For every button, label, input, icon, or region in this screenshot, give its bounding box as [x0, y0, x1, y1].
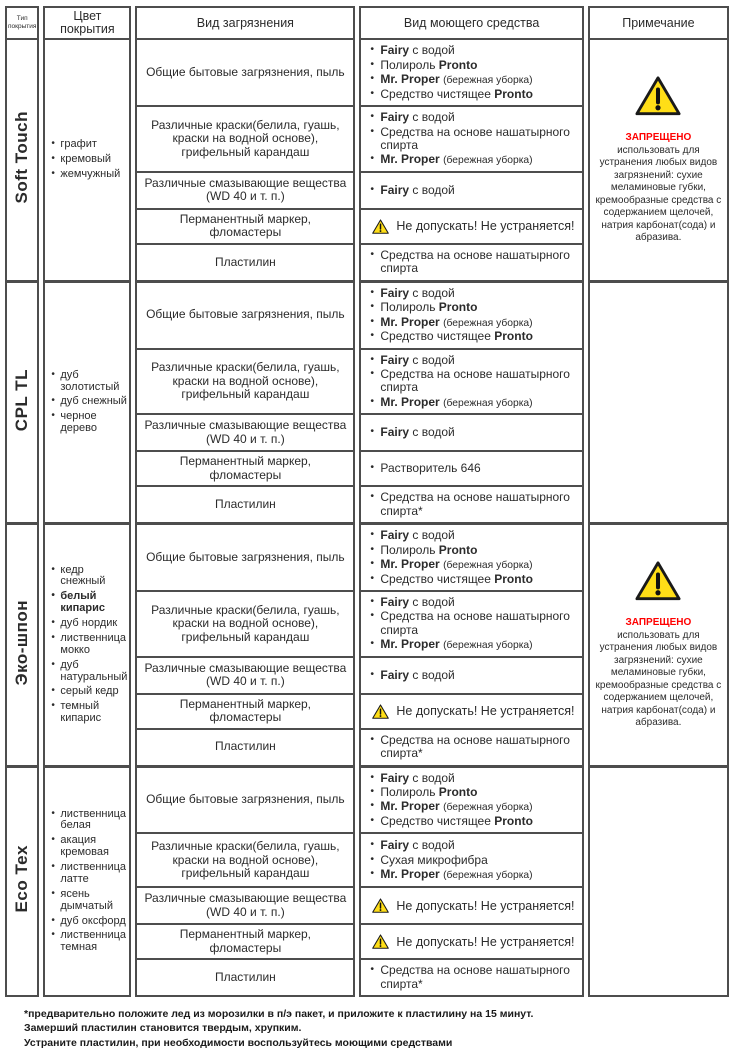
- dirt-type-label: Пластилин: [214, 739, 276, 754]
- cleaner-item: [369, 854, 577, 867]
- cleaner-item: [369, 610, 577, 637]
- cleaners-cell: [359, 349, 583, 415]
- color-item: [51, 139, 127, 151]
- cleaner-item: [369, 964, 577, 991]
- cleaner-item-label: Fairy с водой: [380, 667, 455, 682]
- cleaner-item: [369, 558, 577, 572]
- dirt-type-label: Перманентный маркер, фломастеры: [179, 927, 312, 955]
- dirt-type-cell: [135, 244, 355, 282]
- coating-type-cell: [5, 524, 39, 766]
- color-item-label: дуб снежный: [60, 395, 127, 408]
- color-item: [51, 411, 127, 435]
- color-item: [51, 633, 127, 657]
- table-row: [5, 39, 729, 106]
- cleaner-item: [369, 301, 577, 314]
- cleaner-item-label: Средство чистящее Pronto: [380, 86, 533, 101]
- dirt-type-label: Общие бытовые загрязнения, пыль: [146, 792, 345, 807]
- cleaners-cell: [359, 887, 583, 924]
- cleaner-item: [369, 184, 577, 197]
- dirt-type-label: Пластилин: [214, 254, 276, 269]
- cleaners-cell: [359, 486, 583, 524]
- color-item: [51, 835, 127, 859]
- dirt-type-label: Общие бытовые загрязнения, пыль: [146, 307, 345, 322]
- coating-type-label: CPL TL: [12, 368, 32, 431]
- color-item: [51, 591, 127, 615]
- dirt-type-cell: [135, 694, 355, 729]
- footnote-line: Устраните пластилин, при необходимости воспользуйтесь моющими средствами: [24, 1036, 453, 1049]
- footnote: [24, 1007, 733, 1050]
- cleaner-item-label: Средства на основе нашатырного спирта: [380, 366, 570, 395]
- color-item-label: кедр снежный: [60, 563, 106, 588]
- color-item-label: серый кедр: [60, 685, 119, 698]
- cleaner-item-label: Mr. Proper (бережная уборка): [380, 152, 533, 167]
- cleaners-cell: [359, 694, 583, 729]
- page: [0, 6, 733, 1049]
- color-item-label: дуб натуральный: [60, 658, 128, 683]
- dirt-type-cell: [135, 414, 355, 451]
- footnote-line: Замерший пластилин становится твердым, хрупким.: [24, 1022, 302, 1035]
- cleaner-item-label: Fairy с водой: [380, 838, 455, 853]
- cleaner-item: [369, 287, 577, 300]
- cleaners-cell: [359, 282, 583, 349]
- cleaner-item-label: Средство чистящее Pronto: [380, 329, 533, 344]
- cleaner-item: [369, 426, 577, 439]
- warning-triangle-icon: [372, 898, 389, 913]
- dirt-type-label: Перманентный маркер, фломастеры: [179, 696, 312, 725]
- cleaner-item: [369, 354, 577, 367]
- color-item: [51, 889, 127, 913]
- header-row: [5, 6, 729, 39]
- cleaner-item-label: Mr. Proper (бережная уборка): [380, 72, 533, 87]
- warning-message: [369, 934, 577, 949]
- cleaner-item-label: Mr. Proper (бережная уборка): [380, 394, 533, 409]
- table-row: [5, 282, 729, 349]
- coating-type-label: Soft Touch: [12, 111, 32, 204]
- cleaner-item-label: Fairy с водой: [380, 182, 455, 197]
- cleaner-item: [369, 573, 577, 586]
- color-item: [51, 396, 127, 408]
- dirt-type-cell: [135, 39, 355, 106]
- cleaner-item: [369, 153, 577, 167]
- cleaner-item-label: Fairy с водой: [380, 110, 455, 125]
- table-body: [5, 39, 729, 997]
- color-item-label: лиственница темная: [60, 929, 127, 954]
- color-item: [51, 809, 127, 833]
- cleaner-item: [369, 529, 577, 542]
- cleaner-item-label: Полироль Pronto: [380, 300, 478, 315]
- cleaner-item: [369, 316, 577, 330]
- note-lead: ЗАПРЕЩЕНО: [625, 617, 692, 629]
- warning-text: Не допускать! Не устраняется!: [396, 704, 575, 719]
- table-row: [5, 767, 729, 834]
- coating-colors-cell: [43, 39, 131, 281]
- column-header-coating-type: Тип покрытия: [5, 6, 39, 39]
- cleaners-cell: [359, 591, 583, 657]
- color-item-label: дуб оксфорд: [60, 914, 126, 927]
- cleaner-item-label: Fairy с водой: [380, 594, 455, 609]
- dirt-type-cell: [135, 729, 355, 767]
- cleaner-item: [369, 59, 577, 72]
- cleaner-item: [369, 800, 577, 814]
- cleaner-item-label: Mr. Proper (бережная уборка): [380, 799, 533, 814]
- color-item-label: темный кипарис: [60, 700, 102, 725]
- cleaners-cell: [359, 244, 583, 282]
- coating-type-cell: [5, 39, 39, 281]
- dirt-type-cell: [135, 924, 355, 959]
- cleaner-item: [369, 44, 577, 57]
- coating-type-label: Эко-шпон: [12, 599, 32, 686]
- note-text: [595, 132, 722, 245]
- coating-type-cell: [5, 282, 39, 524]
- warning-triangle-icon: [372, 934, 389, 949]
- color-item: [51, 660, 127, 684]
- column-header-cleaner-type: Вид моющего средства: [359, 6, 583, 39]
- cleaner-item: [369, 88, 577, 101]
- cleaner-item-label: Сухая микрофибра: [380, 852, 488, 867]
- color-item-label: лиственница латте: [60, 861, 127, 885]
- column-header-dirt-type: Вид загрязнения: [135, 6, 355, 39]
- color-item-label: белый кипарис: [60, 590, 106, 615]
- cleaner-item: [369, 368, 577, 395]
- cleaners-cell: [359, 451, 583, 486]
- dirt-type-label: Различные краски(белила, гуашь, краски на водной основе), грифельный карандаш: [151, 839, 340, 881]
- cleaner-item-label: Mr. Proper (бережная уборка): [380, 557, 533, 571]
- cleaner-item-label: Средства на основе нашатырного спирта: [380, 247, 570, 276]
- note-body: использовать для устранения любых видов загрязнений: сухие меламиновые губки, кремообразные средства с содержанием щелочей, натрия карбонат(сода) и абразива.: [595, 629, 722, 729]
- dirt-type-label: Различные смазывающие вещества (WD 40 и т. п.): [144, 660, 347, 689]
- cleaner-item-label: Fairy с водой: [380, 770, 455, 785]
- cleaners-cell: [359, 657, 583, 694]
- cleaner-item-label: Растворитель 646: [380, 461, 481, 476]
- cleaner-item-label: Полироль Pronto: [380, 785, 478, 799]
- warning-message: [369, 704, 577, 719]
- cleaner-item: [369, 111, 577, 124]
- cleaner-item: [369, 396, 577, 410]
- warning-message: [369, 219, 577, 234]
- warning-message: [369, 898, 577, 913]
- dirt-type-cell: [135, 172, 355, 209]
- dirt-type-cell: [135, 486, 355, 524]
- dirt-type-label: Перманентный маркер, фломастеры: [179, 454, 312, 482]
- cleaner-item: [369, 839, 577, 852]
- dirt-type-label: Пластилин: [214, 970, 276, 984]
- dirt-type-label: Общие бытовые загрязнения, пыль: [146, 549, 345, 564]
- dirt-type-label: Перманентный маркер, фломастеры: [179, 211, 312, 240]
- cleaners-cell: [359, 414, 583, 451]
- color-item: [51, 618, 127, 630]
- dirt-type-label: Различные краски(белила, гуашь, краски на водной основе), грифельный карандаш: [151, 360, 340, 402]
- color-item: [51, 930, 127, 954]
- note-text: [595, 617, 722, 730]
- color-item: [51, 370, 127, 394]
- cleaner-item: [369, 126, 577, 153]
- cleaner-item: [369, 462, 577, 475]
- warning-triangle-icon: [372, 704, 389, 719]
- cleaner-item-label: Средства на основе нашатырного спирта: [380, 124, 570, 152]
- dirt-type-cell: [135, 767, 355, 834]
- dirt-type-cell: [135, 451, 355, 486]
- warning-triangle-icon: [635, 75, 681, 116]
- color-item-label: дуб золотистый: [60, 368, 120, 393]
- color-item-label: кремовый: [60, 153, 112, 166]
- cleaners-cell: [359, 729, 583, 767]
- cleaner-item-label: Средство чистящее Pronto: [380, 813, 533, 828]
- cleaner-item: [369, 669, 577, 682]
- cleaner-item: [369, 249, 577, 276]
- color-item: [51, 565, 127, 589]
- cleaner-item: [369, 815, 577, 828]
- dirt-type-label: Различные смазывающие вещества (WD 40 и т. п.): [144, 418, 347, 446]
- column-header-note: Примечание: [588, 6, 729, 39]
- cleaner-item: [369, 734, 577, 761]
- dirt-type-cell: [135, 959, 355, 997]
- dirt-type-cell: [135, 106, 355, 172]
- warning-triangle-icon: [635, 560, 681, 601]
- care-instructions-table: [1, 6, 733, 997]
- cleaner-item-label: Mr. Proper (бережная уборка): [380, 637, 533, 652]
- cleaner-item-label: Fairy с водой: [380, 43, 455, 58]
- coating-colors-cell: [43, 524, 131, 766]
- cleaners-cell: [359, 924, 583, 959]
- cleaners-cell: [359, 209, 583, 244]
- color-item-label: жемчужный: [60, 167, 121, 180]
- cleaner-item: [369, 596, 577, 609]
- dirt-type-label: Общие бытовые загрязнения, пыль: [146, 64, 345, 79]
- note-cell: [588, 524, 729, 766]
- coating-type-cell: [5, 767, 39, 998]
- cleaners-cell: [359, 767, 583, 834]
- color-item-label: графит: [60, 138, 97, 151]
- dirt-type-cell: [135, 833, 355, 887]
- cleaners-cell: [359, 172, 583, 209]
- table-row: [5, 524, 729, 591]
- color-item-label: лиственница белая: [60, 807, 127, 832]
- color-item: [51, 916, 127, 928]
- warning-text: Не допускать! Не устраняется!: [396, 219, 575, 234]
- warning-text: Не допускать! Не устраняется!: [396, 898, 575, 913]
- dirt-type-cell: [135, 657, 355, 694]
- cleaner-item-label: Средства на основе нашатырного спирта*: [380, 732, 570, 761]
- dirt-type-label: Различные краски(белила, гуашь, краски на водной основе), грифельный карандаш: [151, 602, 340, 644]
- note-cell: [588, 282, 729, 524]
- dirt-type-label: Различные смазывающие вещества (WD 40 и т. п.): [144, 176, 347, 204]
- dirt-type-label: Пластилин: [214, 496, 276, 511]
- cleaner-item: [369, 638, 577, 652]
- cleaners-cell: [359, 106, 583, 172]
- coating-colors-cell: [43, 282, 131, 524]
- color-item: [51, 686, 127, 698]
- color-item: [51, 701, 127, 725]
- color-item-label: дуб нордик: [60, 617, 118, 630]
- cleaner-item-label: Mr. Proper (бережная уборка): [380, 867, 533, 882]
- column-header-coating-color: Цвет покрытия: [43, 6, 131, 39]
- cleaner-item-label: Полироль Pronto: [380, 542, 478, 557]
- cleaner-item: [369, 330, 577, 343]
- color-item: [51, 154, 127, 166]
- cleaner-item-label: Полироль Pronto: [380, 57, 478, 72]
- cleaner-item: [369, 73, 577, 87]
- color-item: [51, 169, 127, 181]
- cleaner-item: [369, 491, 577, 518]
- cleaner-item-label: Fairy с водой: [380, 352, 455, 367]
- cleaner-item-label: Средства на основе нашатырного спирта*: [380, 963, 570, 991]
- dirt-type-cell: [135, 591, 355, 657]
- cleaner-item-label: Средства на основе нашатырного спирта*: [380, 490, 570, 518]
- dirt-type-label: Различные смазывающие вещества (WD 40 и т. п.): [144, 891, 347, 919]
- cleaner-item-label: Средство чистящее Pronto: [380, 571, 533, 586]
- cleaner-item-label: Fairy с водой: [380, 425, 455, 440]
- coating-colors-cell: [43, 767, 131, 998]
- cleaner-item-label: Fairy с водой: [380, 285, 455, 300]
- cleaners-cell: [359, 524, 583, 591]
- note-lead: ЗАПРЕЩЕНО: [625, 132, 692, 144]
- warning-text: Не допускать! Не устраняется!: [396, 934, 575, 949]
- note-cell: [588, 39, 729, 281]
- note-cell: [588, 767, 729, 998]
- color-item-label: лиственница мокко: [60, 631, 127, 656]
- dirt-type-label: Различные краски(белила, гуашь, краски на водной основе), грифельный карандаш: [151, 117, 340, 159]
- dirt-type-cell: [135, 209, 355, 244]
- coating-type-label: Eco Tex: [12, 845, 32, 913]
- cleaner-item: [369, 544, 577, 557]
- dirt-type-cell: [135, 524, 355, 591]
- note-body: использовать для устранения любых видов загрязнений: сухие меламиновые губки, кремообразные средства с содержанием щелочей, натрия карбонат(сода) и абразива.: [595, 144, 722, 244]
- cleaners-cell: [359, 959, 583, 997]
- cleaners-cell: [359, 39, 583, 106]
- cleaner-item-label: Fairy с водой: [380, 528, 455, 543]
- cleaner-item-label: Mr. Proper (бережная уборка): [380, 314, 533, 329]
- cleaner-item: [369, 786, 577, 799]
- dirt-type-cell: [135, 282, 355, 349]
- color-item-label: акация кремовая: [60, 834, 109, 859]
- color-item-label: черное дерево: [60, 410, 97, 435]
- cleaners-cell: [359, 833, 583, 887]
- dirt-type-cell: [135, 349, 355, 415]
- cleaner-item: [369, 772, 577, 785]
- cleaner-item: [369, 868, 577, 882]
- color-item-label: ясень дымчатый: [60, 887, 113, 912]
- color-item: [51, 862, 127, 886]
- warning-triangle-icon: [372, 219, 389, 234]
- dirt-type-cell: [135, 887, 355, 924]
- cleaner-item-label: Средства на основе нашатырного спирта: [380, 609, 570, 637]
- footnote-line: *предварительно положите лед из морозилки в п/э пакет, и приложите к пластилину на 15 минут.: [24, 1008, 534, 1021]
